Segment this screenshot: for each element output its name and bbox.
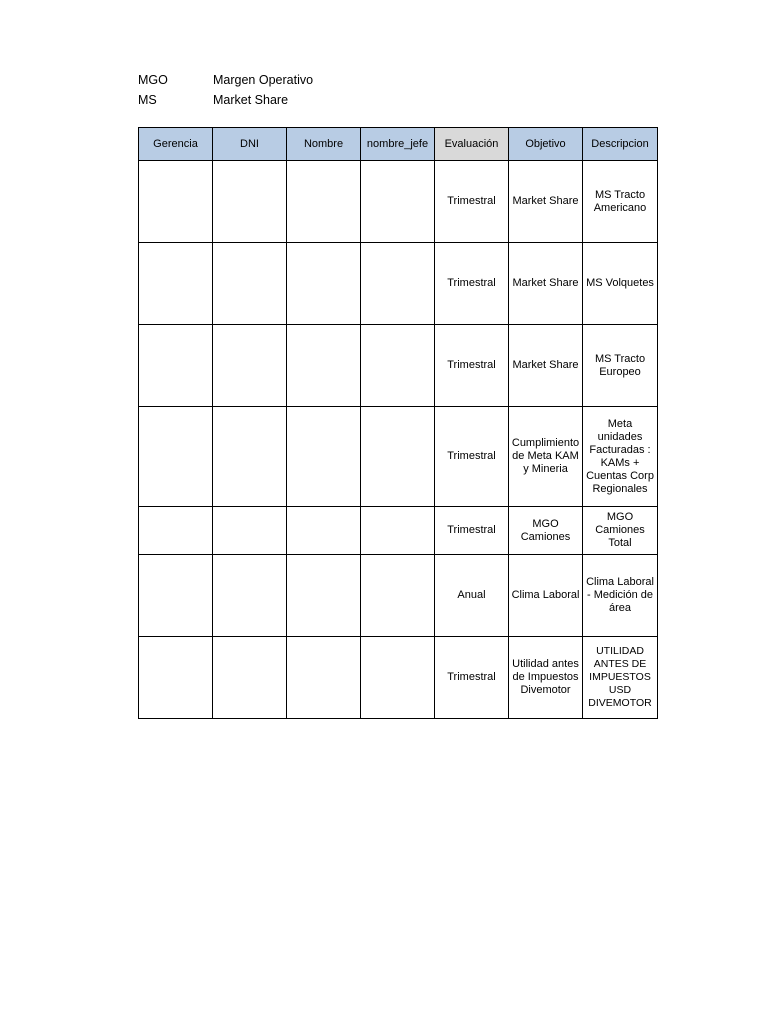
cell-gerencia xyxy=(139,555,213,637)
column-header-objetivo: Objetivo xyxy=(509,128,583,161)
cell-objetivo: Market Share xyxy=(509,325,583,407)
table-row xyxy=(139,161,658,243)
cell-descripcion: MS Tracto Americano xyxy=(583,161,658,243)
legend-abbreviation: MGO xyxy=(138,73,168,87)
cell-evaluacion: Trimestral xyxy=(435,243,509,325)
table-row xyxy=(139,637,658,719)
table-row xyxy=(139,507,658,555)
cell-nombre-jefe xyxy=(361,555,435,637)
cell-descripcion: Meta unidades Facturadas : KAMs + Cuentas Corp Regionales xyxy=(583,407,658,507)
cell-nombre xyxy=(287,325,361,407)
cell-nombre-jefe xyxy=(361,161,435,243)
cell-objetivo: Market Share xyxy=(509,161,583,243)
legend-row xyxy=(138,90,313,110)
legend-row xyxy=(138,70,313,90)
cell-dni xyxy=(213,243,287,325)
cell-nombre-jefe xyxy=(361,325,435,407)
cell-descripcion: MS Tracto Europeo xyxy=(583,325,658,407)
cell-dni xyxy=(213,161,287,243)
cell-dni xyxy=(213,407,287,507)
cell-gerencia xyxy=(139,243,213,325)
cell-nombre-jefe xyxy=(361,507,435,555)
cell-gerencia xyxy=(139,507,213,555)
objectives-table xyxy=(138,127,658,719)
table-row xyxy=(139,407,658,507)
legend-abbreviation: MS xyxy=(138,93,157,107)
cell-dni xyxy=(213,555,287,637)
cell-nombre-jefe xyxy=(361,243,435,325)
cell-nombre xyxy=(287,555,361,637)
table-row xyxy=(139,555,658,637)
column-header-nombre: Nombre xyxy=(287,128,361,161)
cell-nombre-jefe xyxy=(361,407,435,507)
column-header-evaluacion: Evaluación xyxy=(435,128,509,161)
table-row xyxy=(139,325,658,407)
cell-objetivo: Cumplimiento de Meta KAM y Mineria xyxy=(509,407,583,507)
cell-gerencia xyxy=(139,407,213,507)
cell-objetivo: MGO Camiones xyxy=(509,507,583,555)
column-header-gerencia: Gerencia xyxy=(139,128,213,161)
cell-evaluacion: Trimestral xyxy=(435,507,509,555)
cell-descripcion: UTILIDAD ANTES DE IMPUESTOS USD DIVEMOTOR xyxy=(583,637,658,719)
cell-evaluacion: Anual xyxy=(435,555,509,637)
legend-meaning: Margen Operativo xyxy=(213,73,314,87)
abbreviation-legend xyxy=(138,70,313,110)
cell-descripcion: MS Volquetes xyxy=(583,243,658,325)
cell-objetivo: Utilidad antes de Impuestos Divemotor xyxy=(509,637,583,719)
cell-descripcion: MGO Camiones Total xyxy=(583,507,658,555)
cell-nombre xyxy=(287,507,361,555)
cell-nombre-jefe xyxy=(361,637,435,719)
cell-gerencia xyxy=(139,325,213,407)
cell-descripcion: Clima Laboral - Medición de área xyxy=(583,555,658,637)
cell-evaluacion: Trimestral xyxy=(435,407,509,507)
cell-objetivo: Market Share xyxy=(509,243,583,325)
cell-nombre xyxy=(287,161,361,243)
column-header-dni: DNI xyxy=(213,128,287,161)
column-header-descripcion: Descripcion xyxy=(583,128,658,161)
cell-gerencia xyxy=(139,637,213,719)
cell-objetivo: Clima Laboral xyxy=(509,555,583,637)
cell-dni xyxy=(213,637,287,719)
cell-nombre xyxy=(287,637,361,719)
table-header-row xyxy=(139,128,658,161)
table-row xyxy=(139,243,658,325)
cell-nombre xyxy=(287,407,361,507)
cell-dni xyxy=(213,325,287,407)
cell-nombre xyxy=(287,243,361,325)
column-header-nombre-jefe: nombre_jefe xyxy=(361,128,435,161)
cell-evaluacion: Trimestral xyxy=(435,161,509,243)
cell-evaluacion: Trimestral xyxy=(435,637,509,719)
cell-evaluacion: Trimestral xyxy=(435,325,509,407)
legend-meaning: Market Share xyxy=(213,93,289,107)
cell-gerencia xyxy=(139,161,213,243)
cell-dni xyxy=(213,507,287,555)
